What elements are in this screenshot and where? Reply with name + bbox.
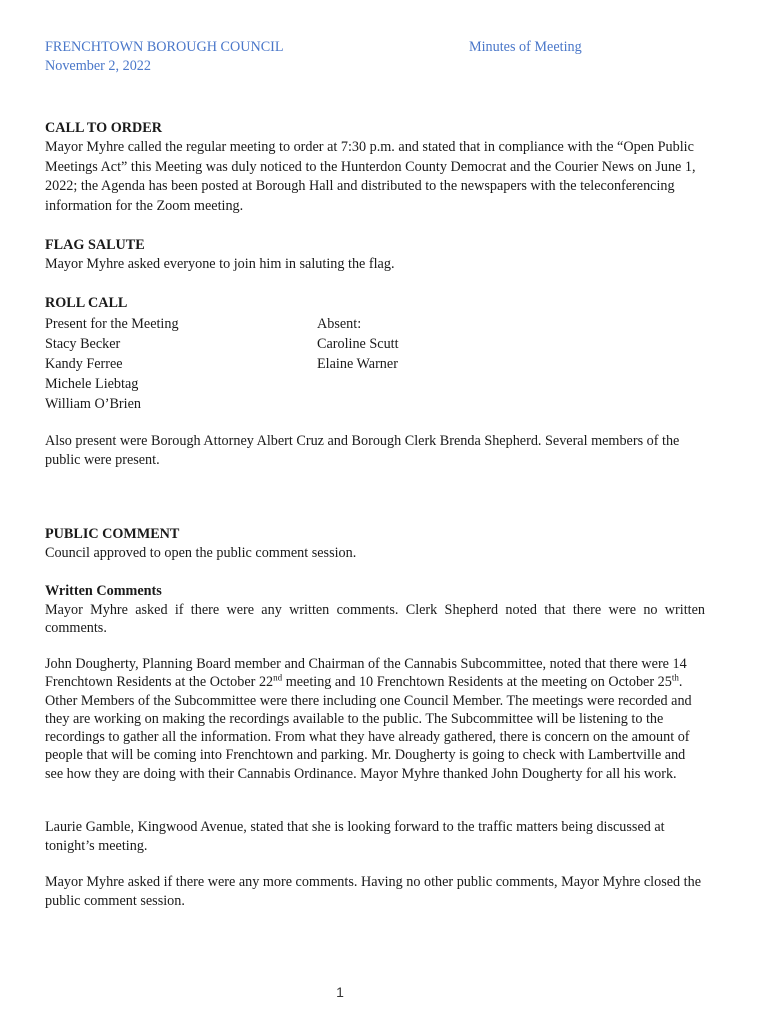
present-column [45, 314, 179, 414]
present-member: Michele Liebtag [45, 376, 139, 392]
present-label: Present for the Meeting [45, 316, 179, 332]
absent-member: Elaine Warner [317, 356, 398, 372]
dougherty-comment [45, 655, 705, 783]
superscript-nd: nd [273, 672, 283, 683]
header-doc-type: Minutes of Meeting [469, 39, 582, 55]
dougherty-text-part3: . Other Members of the Subcommittee were there including one Council Member. The meetings were recorded and they are working on making the recordings available to the public. The Subcommittee will be listening to the recordings to gather all the information. From what they have already gathered, there is concern on the amount of people that will be coming into Frenchtown and parking. Mr. Dougherty is going to check with Lambertville and see how they are doing with their Cannabis Ordinance. Mayor Myhre thanked John Dougherty for all his work. [45, 674, 692, 782]
closing-block [45, 873, 705, 910]
also-present-block [45, 432, 705, 471]
public-comment-section [45, 525, 705, 564]
page-number: 1 [336, 984, 344, 1000]
absent-label: Absent: [317, 316, 362, 332]
flag-salute-heading: FLAG SALUTE [45, 237, 145, 253]
header-organization: FRENCHTOWN BOROUGH COUNCIL [45, 39, 284, 55]
flag-salute-section [45, 236, 705, 275]
public-comment-text: Council approved to open the public comment session. [45, 545, 357, 562]
dougherty-paragraph [45, 655, 705, 783]
gamble-text: Laurie Gamble, Kingwood Avenue, stated that she is looking forward to the traffic matters being discussed at tonight’s meeting. [45, 819, 665, 854]
roll-call-heading: ROLL CALL [45, 295, 128, 311]
written-comments-heading: Written Comments [45, 583, 162, 599]
dougherty-text-part2: meeting and 10 Frenchtown Residents at the meeting on October 25 [282, 674, 672, 691]
closing-text: Mayor Myhre asked if there were any more comments. Having no other public comments, Mayor Myhre closed the public comment session. [45, 874, 701, 909]
superscript-th: th [671, 672, 679, 683]
present-member: Kandy Ferree [45, 356, 123, 372]
flag-salute-text: Mayor Myhre asked everyone to join him in saluting the flag. [45, 256, 395, 273]
call-to-order-heading: CALL TO ORDER [45, 120, 162, 136]
present-member: Stacy Becker [45, 336, 121, 352]
present-member: William O’Brien [45, 396, 141, 412]
written-comments-section [45, 582, 705, 637]
absent-member: Caroline Scutt [317, 336, 399, 352]
gamble-comment [45, 818, 705, 855]
roll-call-heading-block [45, 294, 705, 313]
also-present-text: Also present were Borough Attorney Albert Cruz and Borough Clerk Brenda Shepherd. Several members of the public were present. [45, 433, 680, 469]
dougherty-text-part1: John Dougherty, Planning Board member and Chairman of the Cannabis Subcommittee, noted that there were 14 Frenchtown Residents at the October 22 [45, 656, 687, 691]
header-date: November 2, 2022 [45, 58, 151, 74]
call-to-order-section [45, 119, 705, 216]
public-comment-heading: PUBLIC COMMENT [45, 526, 180, 542]
written-comments-text: Mayor Myhre asked if there were any written comments. Clerk Shepherd noted that there were no written comments. [45, 602, 705, 637]
call-to-order-text: Mayor Myhre called the regular meeting to order at 7:30 p.m. and stated that in compliance with the “Open Public Meetings Act” this Meeting was duly noticed to the Hunterdon County Democrat and the Courier News on June 1, 2022; the Agenda has been posted at Borough Hall and distributed to the newspapers with the teleconferencing information for the Zoom meeting. [45, 139, 696, 214]
absent-column [317, 314, 399, 374]
